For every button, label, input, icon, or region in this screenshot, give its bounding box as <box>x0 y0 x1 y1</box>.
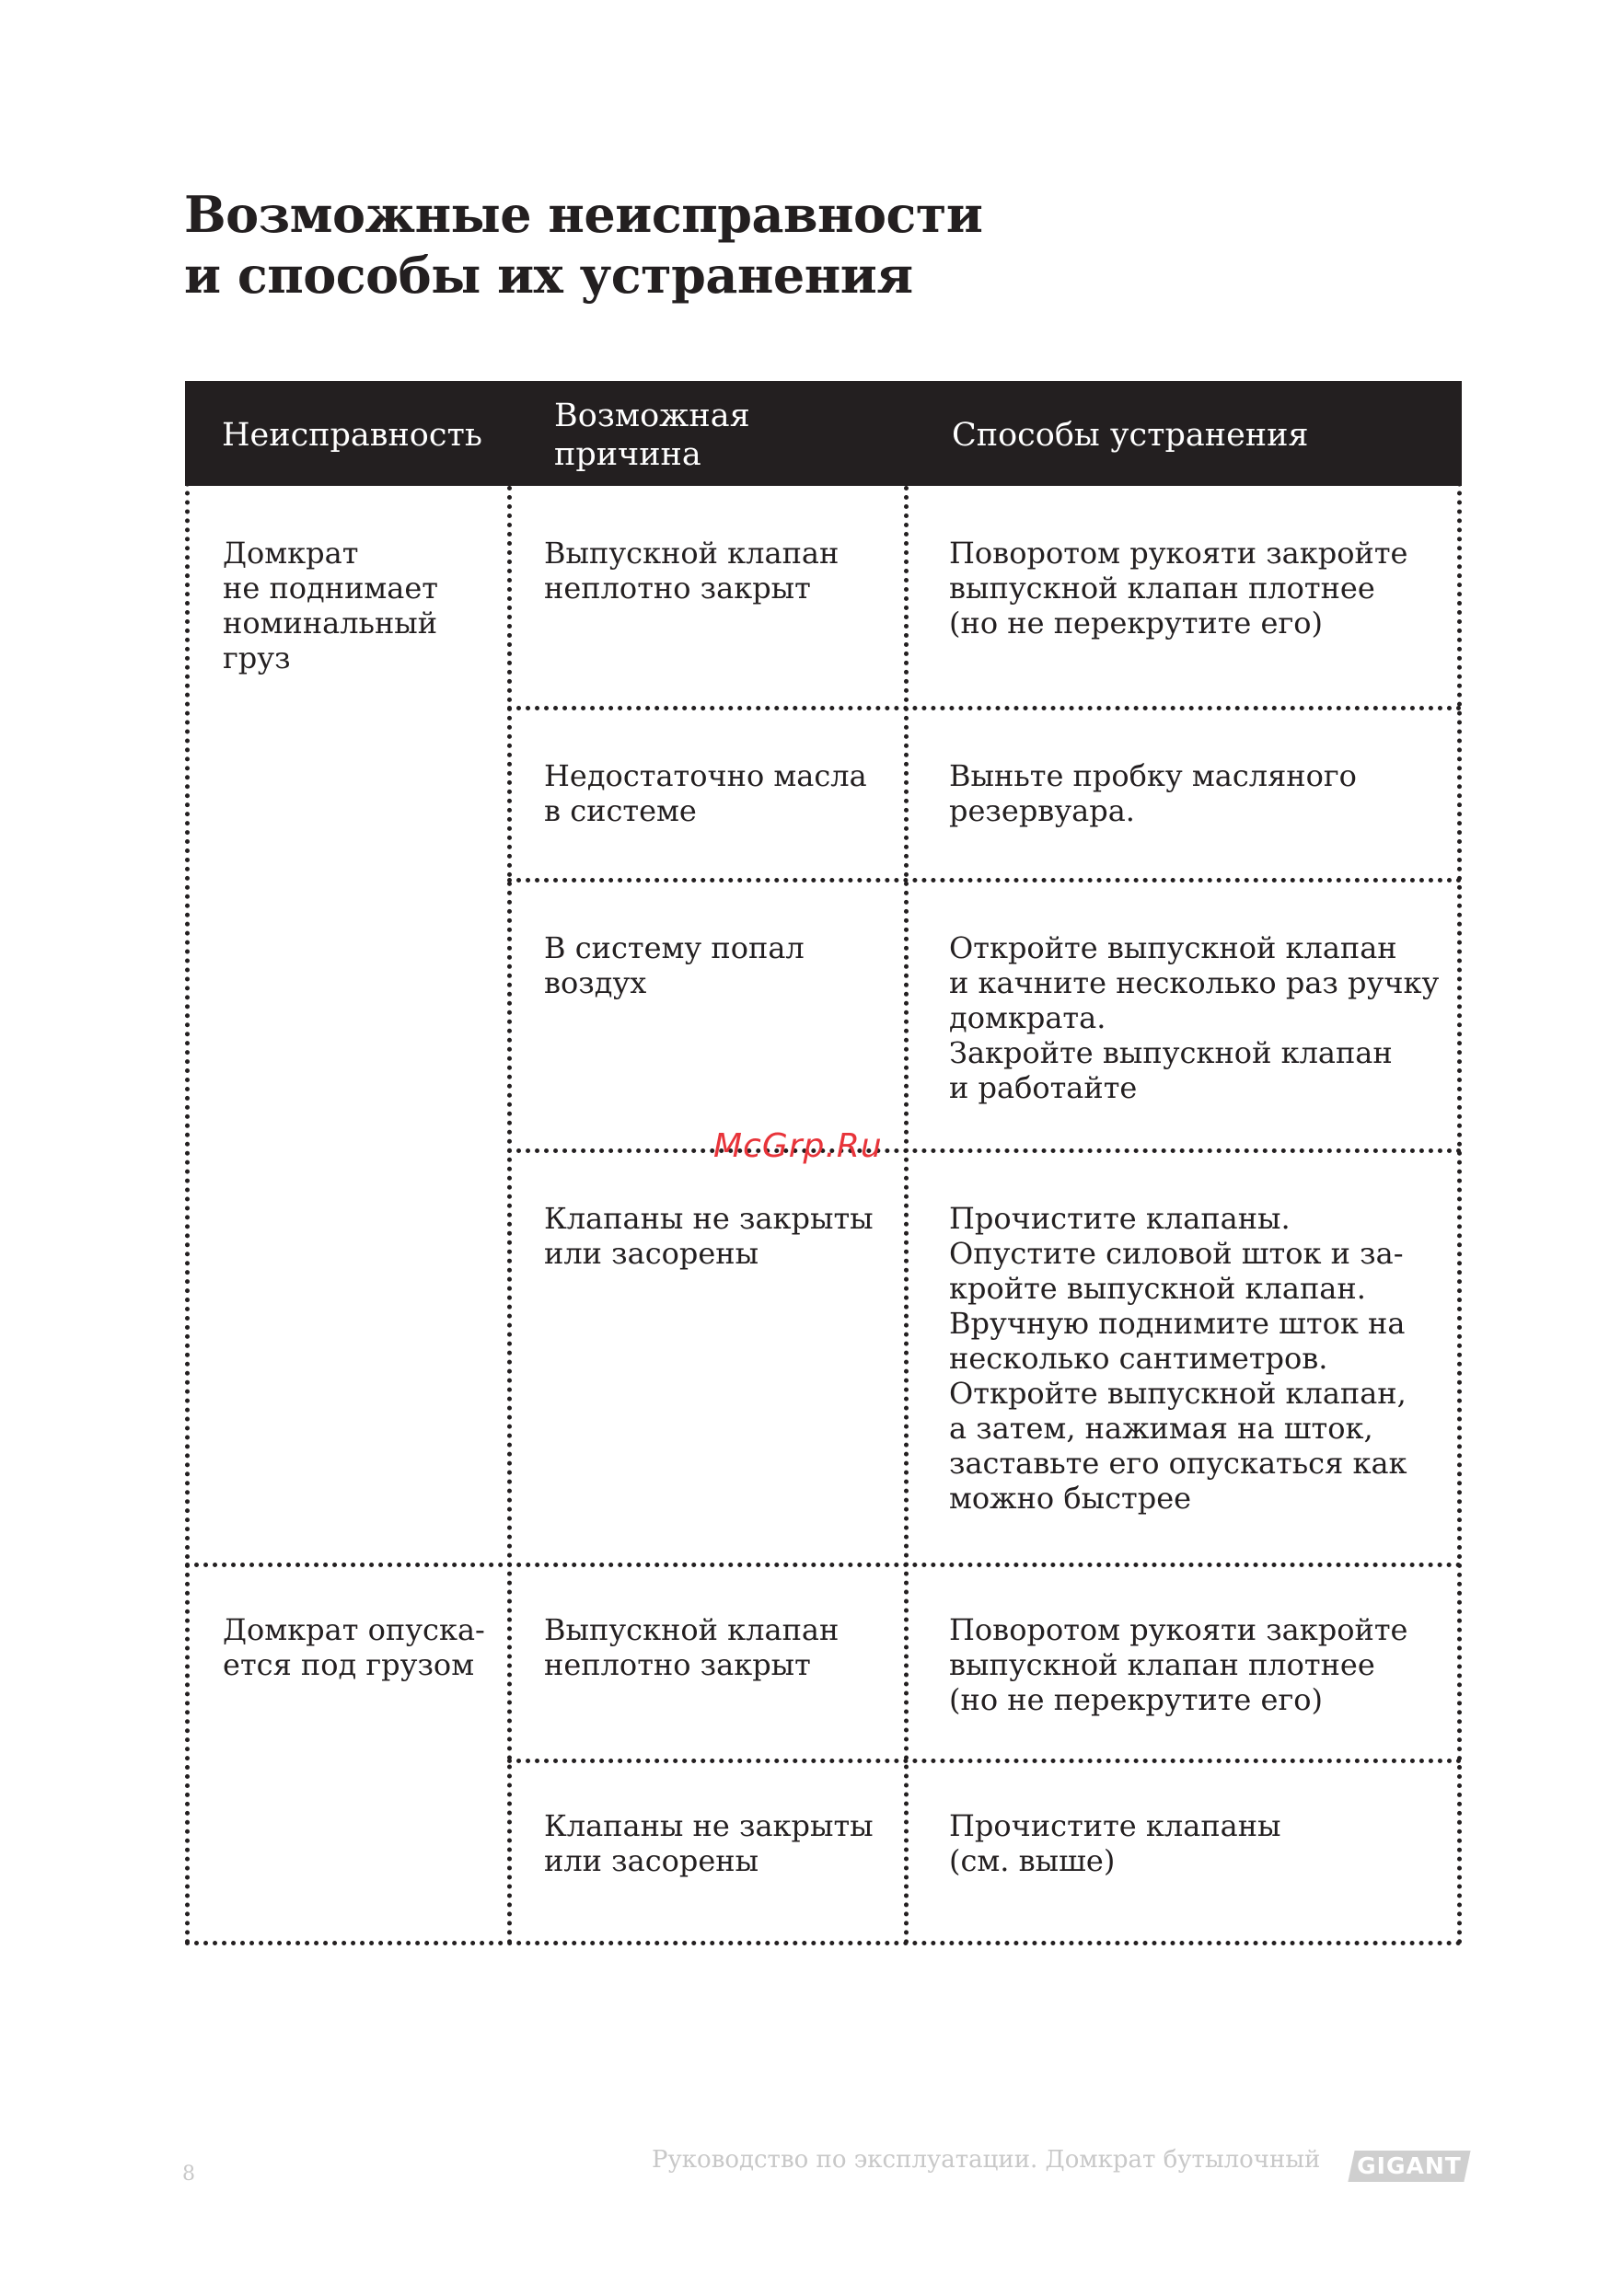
remedy-cell: Откройте выпускной клапан и качните несколько раз ручку домкрата. Закройте выпускной клапан и работайте <box>949 930 1440 1105</box>
title-line-2: и способы их устранения <box>184 246 913 305</box>
remedy-cell: Выньте пробку масляного резервуара. <box>949 758 1357 828</box>
page-number: 8 <box>182 2163 195 2186</box>
cause-cell: Недостаточно масла в системе <box>544 758 867 828</box>
remedy-cell: Поворотом рукояти закройте выпускной клапан плотнее (но не перекрутите его) <box>949 536 1408 640</box>
brand-logo <box>1348 2151 1470 2182</box>
watermark: McGrp.Ru <box>713 1127 883 1165</box>
cause-cell: Выпускной клапан неплотно закрыт <box>544 1612 840 1682</box>
remedy-cell: Прочистите клапаны (см. выше) <box>949 1808 1281 1878</box>
row-divider <box>507 1148 1462 1153</box>
fault-cell: Домкрат не поднимает номинальный груз <box>223 536 438 675</box>
cause-cell: Клапаны не закрыты или засорены <box>544 1201 874 1271</box>
cause-cell: Клапаны не закрыты или засорены <box>544 1808 874 1878</box>
remedy-cell: Прочистите клапаны. Опустите силовой шток и за- кройте выпускной клапан. Вручную поднимите шток на несколько сантиметров. Откройте выпускной клапан, а затем, нажимая на шток, заставьте его опускаться как можно быстрее <box>949 1201 1407 1516</box>
footer-text: Руководство по эксплуатации. Домкрат бутылочный <box>652 2146 1321 2174</box>
column-divider-2 <box>904 486 909 1945</box>
header-fault: Неисправность <box>222 417 482 454</box>
fault-cell: Домкрат опуска- ется под грузом <box>223 1612 485 1682</box>
header-remedy: Способы устранения <box>952 417 1309 454</box>
row-divider <box>507 878 1462 883</box>
cause-cell: Выпускной клапан неплотно закрыт <box>544 536 840 606</box>
brand-logo-text: GIGANT <box>1357 2152 1462 2179</box>
row-divider <box>507 1759 1462 1763</box>
table-header <box>185 381 1462 486</box>
page-title <box>184 184 982 306</box>
row-divider <box>507 706 1462 710</box>
title-line-1: Возможные неисправности <box>184 185 983 244</box>
remedy-cell: Поворотом рукояти закройте выпускной клапан плотнее (но не перекрутите его) <box>949 1612 1408 1717</box>
row-divider <box>185 1563 1462 1567</box>
column-divider-1 <box>507 486 512 1945</box>
header-cause: Возможная причина <box>554 398 750 473</box>
cause-cell: В систему попал воздух <box>544 930 805 1000</box>
